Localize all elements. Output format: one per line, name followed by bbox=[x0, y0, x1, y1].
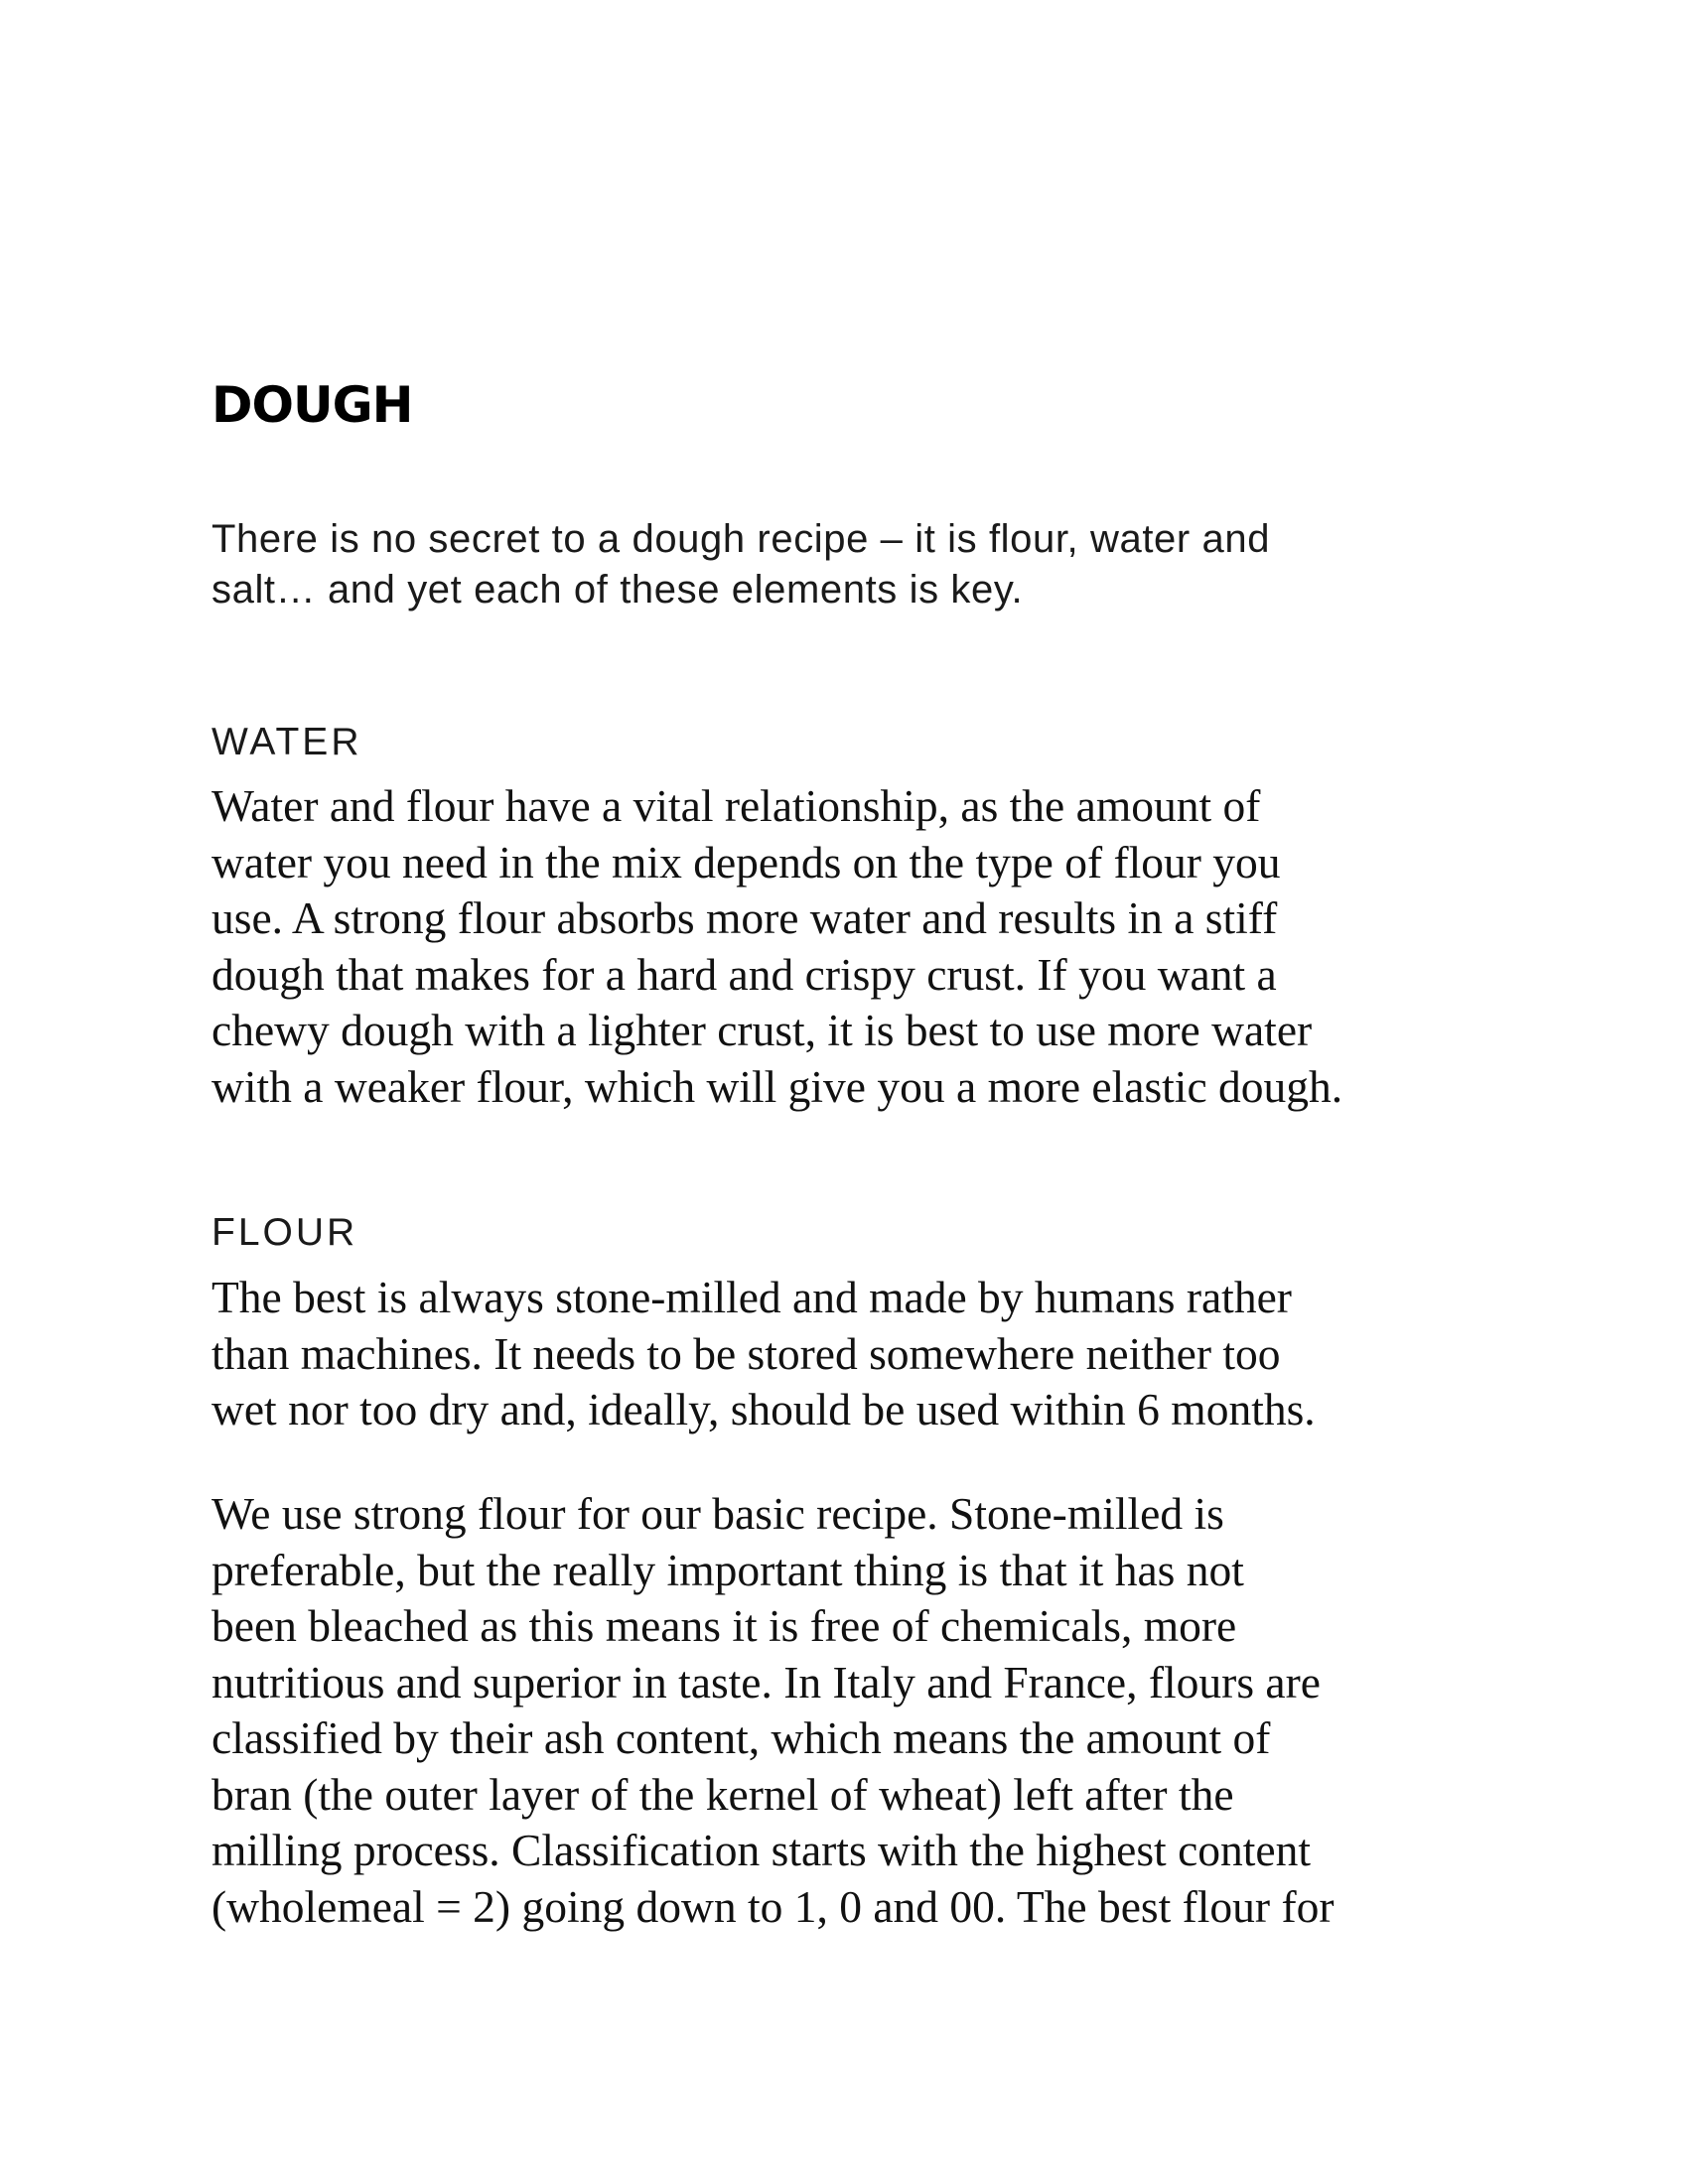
text-line: (wholemeal = 2) going down to 1, 0 and 00. The best flour for bbox=[211, 1880, 1335, 1932]
text-line: We use strong flour for our basic recipe. Stone-milled is bbox=[211, 1488, 1224, 1539]
text-line: dough that makes for a hard and crispy crust. If you want a bbox=[211, 948, 1277, 1000]
text-line: wet nor too dry and, ideally, should be used within 6 months. bbox=[211, 1384, 1316, 1434]
section-heading-flour: FLOUR bbox=[211, 1211, 358, 1254]
text-line: The best is always stone-milled and made by humans rather bbox=[211, 1272, 1292, 1322]
intro-line: There is no secret to a dough recipe – it is flour, water and bbox=[211, 517, 1271, 561]
text-line: classified by their ash content, which means the amount of bbox=[211, 1712, 1271, 1763]
section-heading-water: WATER bbox=[211, 721, 362, 763]
text-line: milling process. Classification starts with the highest content bbox=[211, 1825, 1311, 1875]
text-line: preferable, but the really important thing is that it has not bbox=[211, 1544, 1244, 1595]
flour-paragraph-2 bbox=[211, 1486, 1502, 1935]
intro-line: salt… and yet each of these elements is key. bbox=[211, 568, 1024, 612]
intro-paragraph bbox=[211, 514, 1453, 615]
text-line: Water and flour have a vital relationship, as the amount of bbox=[211, 780, 1261, 831]
text-line: than machines. It needs to be stored somewhere neither too bbox=[211, 1327, 1281, 1379]
text-line: chewy dough with a lighter crust, it is best to use more water bbox=[211, 1005, 1313, 1055]
text-line: with a weaker flour, which will give you a more elastic dough. bbox=[211, 1060, 1343, 1112]
text-line: been bleached as this means it is free of chemicals, more bbox=[211, 1600, 1237, 1651]
text-line: use. A strong flour absorbs more water and results in a stiff bbox=[211, 892, 1278, 943]
page-title: DOUGH bbox=[211, 376, 413, 434]
water-paragraph bbox=[211, 778, 1502, 1115]
text-line: water you need in the mix depends on the type of flour you bbox=[211, 836, 1281, 887]
text-line: bran (the outer layer of the kernel of wheat) left after the bbox=[211, 1768, 1234, 1820]
flour-paragraph-1 bbox=[211, 1270, 1502, 1438]
text-line: nutritious and superior in taste. In Italy and France, flours are bbox=[211, 1656, 1321, 1707]
